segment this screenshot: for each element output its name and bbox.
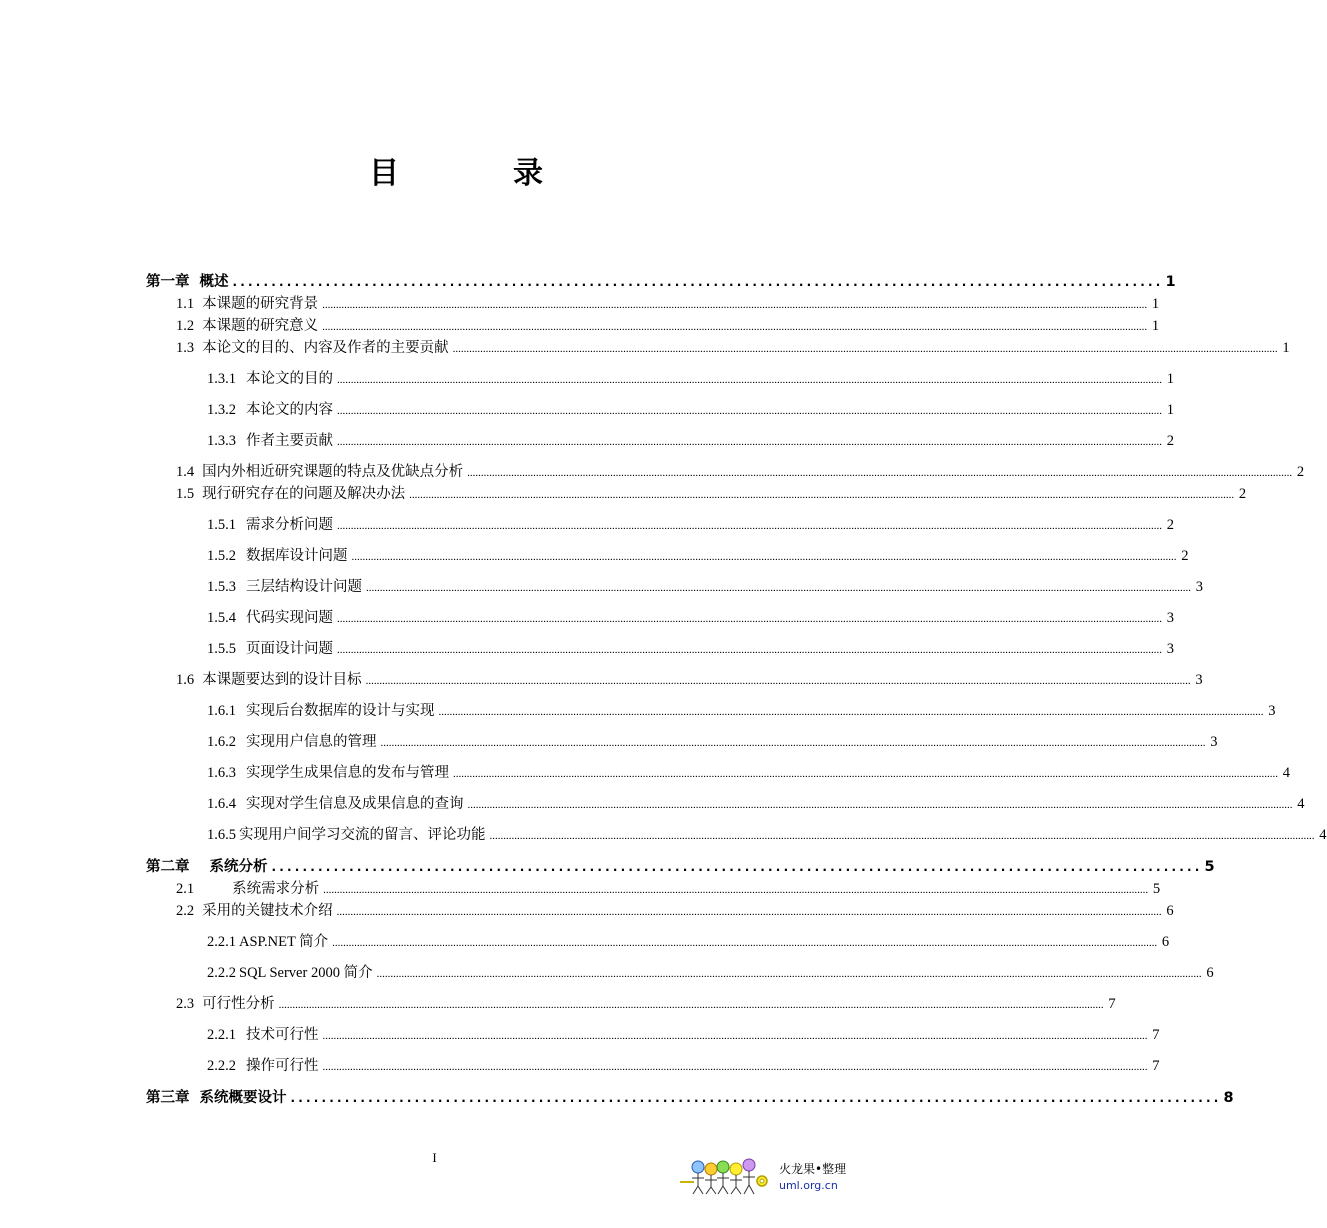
toc-entry-label [176, 899, 333, 920]
toc-entry-page: 5 [1152, 881, 1161, 897]
toc-leader-dots: ............................................................................................................................................................................................................................................................................................................ [366, 582, 1191, 594]
toc-leader-dots: ............................................................................................................................................................................................................................................................................................................ [332, 937, 1158, 949]
toc-leader-dots: ............................................................................................................................................................................................................................................................................................................ [336, 906, 1162, 918]
toc-entry-number: 1.3 [176, 340, 195, 356]
toc-entry-label [207, 429, 333, 450]
toc-entry-page: 7 [1108, 996, 1116, 1012]
toc-entry-text: ASP.NET 简介 [239, 934, 329, 950]
toc-entry-page: 7 [1152, 1058, 1160, 1074]
toc-entry-number: 1.2 [176, 318, 195, 334]
toc-entry-label [176, 482, 405, 503]
toc-entry-page: 6 [1166, 903, 1174, 919]
toc-entry-label [207, 1054, 319, 1075]
toc-entry-label [207, 823, 486, 844]
toc-entry[interactable] [146, 314, 1160, 338]
toc-entry-text: 作者主要贡献 [246, 433, 333, 449]
toc-leader-dots: ............................................................................................................................................................................................................................................................................................................ [323, 884, 1149, 896]
toc-entry-number: 1.6.5 [207, 827, 236, 843]
toc-leader-dots: ........................................................................................................................ [290, 1091, 1222, 1105]
toc-entry-label [176, 314, 318, 335]
toc-entry-label [207, 398, 333, 419]
toc-entry[interactable] [146, 961, 1214, 985]
toc-leader-dots: ............................................................................................................................................................................................................................................................................................................ [380, 737, 1206, 749]
toc-entry-number: 第一章 [146, 274, 190, 290]
toc-leader-dots: ............................................................................................................................................................................................................................................................................................................ [337, 520, 1162, 532]
toc-entry[interactable] [146, 899, 1174, 923]
toc-entry-page: 3 [1166, 610, 1174, 626]
toc-leader-dots: ............................................................................................................................................................................................................................................................................................................ [337, 436, 1162, 448]
toc-entry-text: 采用的关键技术介绍 [202, 903, 333, 919]
toc-entry-number: 1.6.1 [207, 703, 236, 719]
toc-entry-number: 1.6.4 [207, 796, 236, 812]
toc-entry-number: 2.2 [176, 903, 195, 919]
toc-entry-page: 3 [1195, 579, 1203, 595]
toc-entry-number: 1.1 [176, 296, 195, 312]
toc-entry-label [207, 761, 449, 782]
toc-entry-text: 技术可行性 [246, 1027, 319, 1043]
toc-entry[interactable] [146, 270, 1176, 294]
toc-entry-label [207, 961, 373, 982]
toc-entry[interactable] [146, 877, 1161, 901]
toc-entry[interactable] [146, 482, 1247, 506]
toc-leader-dots: ........................................................................................................................ [232, 275, 1164, 289]
toc-entry[interactable] [146, 699, 1276, 723]
toc-entry-number: 2.2.1 [207, 934, 236, 950]
toc-entry-number: 1.5.5 [207, 641, 236, 657]
toc-leader-dots: ............................................................................................................................................................................................................................................................................................................ [467, 799, 1293, 811]
logo-text: 火龙果•整理 [779, 1162, 847, 1176]
toc-entry-page: 1 [1151, 296, 1160, 312]
toc-entry[interactable] [146, 1086, 1234, 1110]
toc-entry-text: 概述 [199, 274, 229, 290]
toc-entry-page: 3 [1195, 672, 1203, 688]
toc-entry-label [207, 930, 328, 951]
toc-entry-number: 1.3.1 [207, 371, 236, 387]
toc-entry-number: 2.2.1 [207, 1027, 236, 1043]
toc-leader-dots: ............................................................................................................................................................................................................................................................................................................ [322, 321, 1148, 333]
toc-leader-dots: ............................................................................................................................................................................................................................................................................................................ [278, 999, 1104, 1011]
toc-entry-text: 实现用户间学习交流的留言、评论功能 [239, 827, 486, 843]
toc-entry-number: 1.5.2 [207, 548, 236, 564]
toc-entry-label [176, 292, 318, 313]
toc-entry-label [207, 544, 348, 565]
toc-entry[interactable] [146, 823, 1327, 847]
toc-entry-label [207, 367, 333, 388]
toc-entry-number: 1.5.3 [207, 579, 236, 595]
toc-leader-dots: ............................................................................................................................................................................................................................................................................................................ [322, 1061, 1148, 1073]
toc-entry-label [146, 1086, 287, 1107]
toc-entry[interactable] [146, 792, 1305, 816]
toc-entry-text: 本课题要达到的设计目标 [202, 672, 362, 688]
toc-entry-page: 7 [1152, 1027, 1160, 1043]
logo-url: uml.org.cn [779, 1179, 838, 1192]
toc-entry-text: 页面设计问题 [246, 641, 333, 657]
toc-entry-text: 本课题的研究背景 [202, 296, 319, 312]
toc-leader-dots: ............................................................................................................................................................................................................................................................................................................ [438, 706, 1264, 718]
toc-entry-text: 本课题的研究意义 [202, 318, 319, 334]
toc-entry-text: 可行性分析 [202, 996, 275, 1012]
toc-entry-page: 4 [1297, 796, 1305, 812]
toc-entry-label [176, 336, 449, 357]
title-char-2: 录 [513, 156, 543, 191]
toc-leader-dots: ............................................................................................................................................................................................................................................................................................................ [489, 830, 1315, 842]
toc-entry-page: 1 [1166, 371, 1174, 387]
logo [678, 1156, 848, 1200]
toc-entry-page: 2 [1166, 517, 1174, 533]
toc-entry[interactable] [146, 336, 1290, 360]
toc-entry-page: 2 [1166, 433, 1174, 449]
toc-entry-number: 1.6.3 [207, 765, 236, 781]
toc-leader-dots: ............................................................................................................................................................................................................................................................................................................ [337, 613, 1162, 625]
toc-entry[interactable] [146, 992, 1116, 1016]
toc-entry-text: 实现对学生信息及成果信息的查询 [246, 796, 464, 812]
toc-entry-number: 2.3 [176, 996, 195, 1012]
toc-entry-page: 3 [1166, 641, 1174, 657]
toc-entry-page: 3 [1268, 703, 1276, 719]
toc-entry-label [207, 637, 333, 658]
toc-entry-label [207, 1023, 319, 1044]
toc-entry-text: 本论文的内容 [246, 402, 333, 418]
toc-entry-label [207, 513, 333, 534]
toc-entry-number: 1.4 [176, 464, 195, 480]
toc-entry-label [146, 855, 268, 876]
toc-leader-dots: ............................................................................................................................................................................................................................................................................................................ [337, 405, 1162, 417]
toc-entry-text: SQL Server 2000 简介 [239, 965, 373, 981]
toc-entry[interactable] [146, 761, 1290, 785]
toc-entry-text: 国内外相近研究课题的特点及优缺点分析 [202, 464, 464, 480]
toc-entry-text: 三层结构设计问题 [246, 579, 362, 595]
logo-figures-icon [678, 1156, 778, 1200]
toc-entry[interactable] [146, 513, 1174, 537]
toc-entry-text: 实现用户信息的管理 [246, 734, 377, 750]
toc-entry-number: 1.5.4 [207, 610, 236, 626]
toc-leader-dots: ............................................................................................................................................................................................................................................................................................................ [322, 1030, 1148, 1042]
toc-entry-text: 系统概要设计 [199, 1090, 287, 1106]
toc-leader-dots: ............................................................................................................................................................................................................................................................................................................ [452, 343, 1278, 355]
toc-leader-dots: ............................................................................................................................................................................................................................................................................................................ [453, 768, 1278, 780]
toc-entry-label [146, 270, 229, 291]
toc-entry-label [207, 792, 464, 813]
toc-entry-text: 现行研究存在的问题及解决办法 [202, 486, 406, 502]
toc-entry[interactable] [146, 855, 1215, 879]
toc-entry[interactable] [146, 930, 1170, 954]
toc-entry[interactable] [146, 637, 1174, 661]
toc-entry-number: 2.1 [176, 881, 195, 897]
toc-entry-label [176, 992, 275, 1013]
toc-leader-dots: ............................................................................................................................................................................................................................................................................................................ [322, 299, 1148, 311]
toc-entry-label [207, 699, 435, 720]
toc-entry-label [176, 877, 319, 898]
title-char-1: 目 [369, 156, 399, 191]
toc-leader-dots: ............................................................................................................................................................................................................................................................................................................ [376, 968, 1202, 980]
toc-entry[interactable] [146, 292, 1160, 316]
page-title [0, 148, 869, 192]
toc-entry-text: 数据库设计问题 [246, 548, 348, 564]
toc-entry-page: 1 [1166, 402, 1174, 418]
toc-entry-page: 8 [1223, 1090, 1234, 1106]
toc-leader-dots: ............................................................................................................................................................................................................................................................................................................ [337, 374, 1162, 386]
toc-entry-text: 需求分析问题 [246, 517, 333, 533]
toc-entry-number: 2.2.2 [207, 965, 236, 981]
toc-entry-page: 5 [1204, 859, 1215, 875]
toc-entry-page: 2 [1181, 548, 1189, 564]
toc-entry-page: 4 [1319, 827, 1327, 843]
page-number: I [432, 1150, 437, 1165]
toc-entry-number: 1.3.2 [207, 402, 236, 418]
toc-entry-text: 代码实现问题 [246, 610, 333, 626]
toc-entry[interactable] [146, 460, 1305, 484]
toc-entry[interactable] [146, 429, 1174, 453]
toc-entry-text: 本论文的目的、内容及作者的主要贡献 [202, 340, 449, 356]
toc-entry-page: 1 [1151, 318, 1160, 334]
toc-entry-label [176, 460, 463, 481]
toc-entry-page: 1 [1165, 274, 1176, 290]
toc-entry-text: 系统需求分析 [232, 881, 320, 897]
toc-entry[interactable] [146, 544, 1189, 568]
toc-entry-number: 1.5.1 [207, 517, 236, 533]
toc-entry[interactable] [146, 575, 1203, 599]
toc-entry-number: 1.3.3 [207, 433, 236, 449]
toc-entry-number: 1.6 [176, 672, 195, 688]
toc-entry-page: 2 [1238, 486, 1247, 502]
toc-entry-page: 6 [1206, 965, 1214, 981]
toc-entry-page: 2 [1296, 464, 1305, 480]
toc-entry-number: 1.5 [176, 486, 195, 502]
toc-entry-text: 系统分析 [209, 859, 268, 875]
toc-entry-number: 2.2.2 [207, 1058, 236, 1074]
toc-leader-dots: ............................................................................................................................................................................................................................................................................................................ [337, 644, 1162, 656]
toc-leader-dots: ............................................................................................................................................................................................................................................................................................................ [365, 675, 1191, 687]
toc-entry-label [207, 730, 377, 751]
toc-entry-text: 实现学生成果信息的发布与管理 [246, 765, 449, 781]
toc-entry-label [176, 668, 362, 689]
toc-entry-page: 6 [1161, 934, 1170, 950]
toc-leader-dots: ............................................................................................................................................................................................................................................................................................................ [467, 467, 1293, 479]
toc-entry[interactable] [146, 1023, 1160, 1047]
toc-entry-page: 1 [1282, 340, 1290, 356]
toc-entry-label [207, 575, 362, 596]
toc-entry[interactable] [146, 668, 1203, 692]
toc-entry-text: 操作可行性 [246, 1058, 319, 1074]
toc-leader-dots: ............................................................................................................................................................................................................................................................................................................ [409, 489, 1235, 501]
toc-entry-text: 本论文的目的 [246, 371, 333, 387]
toc-entry[interactable] [146, 1054, 1160, 1078]
toc-leader-dots: ........................................................................................................................ [271, 860, 1203, 874]
toc-entry[interactable] [146, 730, 1218, 754]
toc-entry-page: 4 [1282, 765, 1290, 781]
toc-entry-text: 实现后台数据库的设计与实现 [246, 703, 435, 719]
toc-entry-page: 3 [1210, 734, 1218, 750]
toc-entry[interactable] [146, 367, 1174, 391]
toc-leader-dots: ............................................................................................................................................................................................................................................................................................................ [351, 551, 1177, 563]
toc-entry[interactable] [146, 606, 1174, 630]
toc-entry-label [207, 606, 333, 627]
toc-entry-number: 1.6.2 [207, 734, 236, 750]
toc-entry-number: 第三章 [146, 1090, 190, 1106]
toc-entry-number: 第二章 [146, 859, 190, 875]
toc-entry[interactable] [146, 398, 1174, 422]
